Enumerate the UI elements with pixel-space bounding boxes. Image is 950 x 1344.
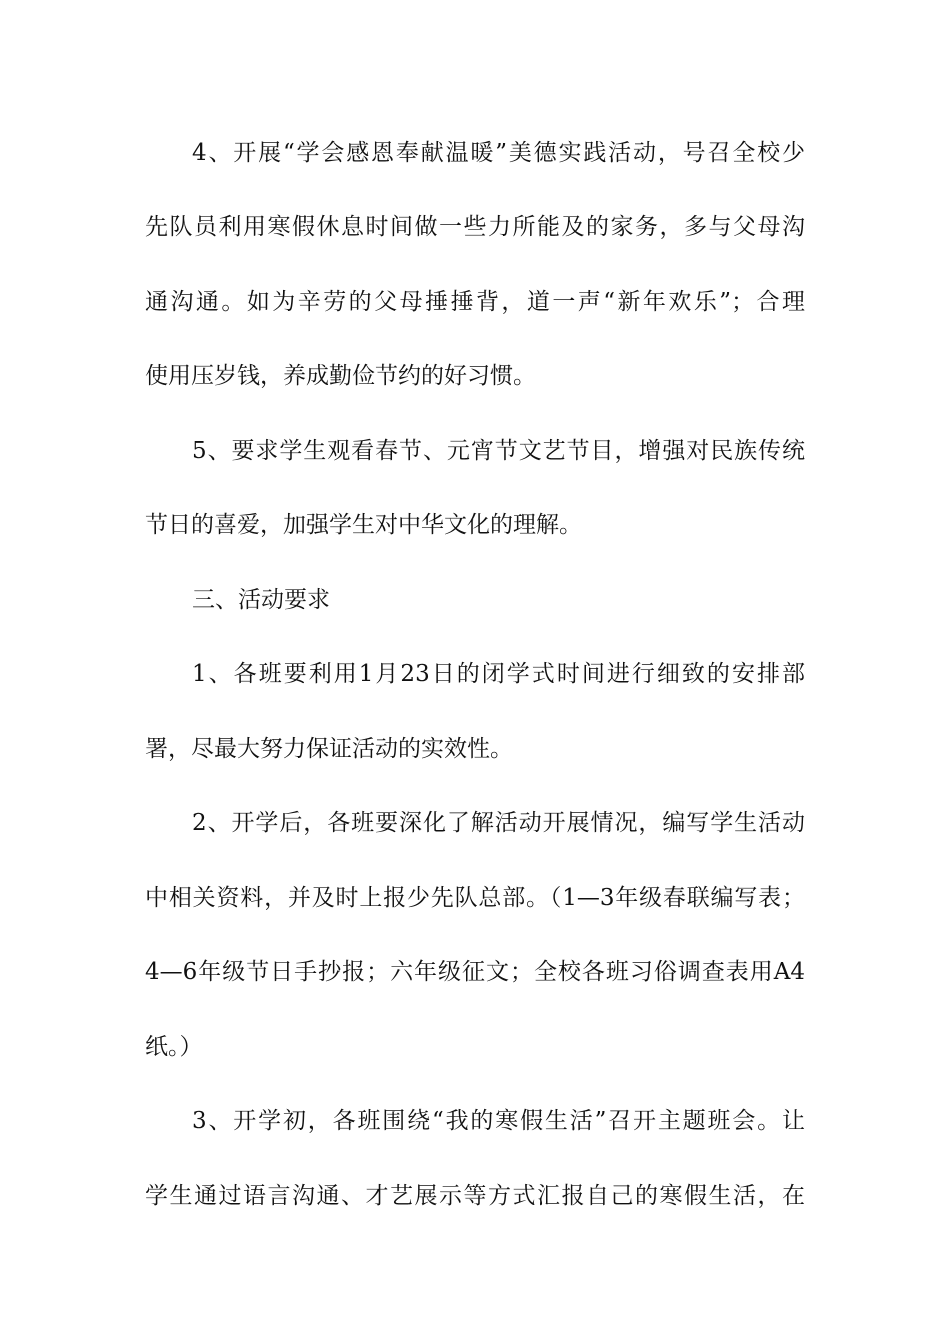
requirement-2-line-2: 中相关资料，并及时上报少先队总部。（1—3年级春联编写表； — [145, 885, 805, 911]
paragraph-5-line-1: 5、要求学生观看春节、元宵节文艺节目，增强对民族传统 — [192, 438, 805, 464]
requirement-2-line-1: 2、开学后，各班要深化了解活动开展情况，编写学生活动 — [192, 810, 805, 836]
requirement-1-line-2: 署，尽最大努力保证活动的实效性。 — [145, 736, 513, 762]
requirement-1-line-1: 1、各班要利用1月23日的闭学式时间进行细致的安排部 — [192, 661, 805, 687]
paragraph-4-line-4: 使用压岁钱，养成勤俭节约的好习惯。 — [145, 363, 536, 389]
section-heading: 三、活动要求 — [192, 587, 330, 613]
paragraph-4-line-3: 通沟通。如为辛劳的父母捶捶背，道一声“新年欢乐”；合理 — [145, 289, 805, 315]
requirement-2-line-4: 纸。） — [145, 1034, 203, 1060]
paragraph-5-line-2: 节日的喜爱，加强学生对中华文化的理解。 — [145, 512, 582, 538]
paragraph-4-line-2: 先队员利用寒假休息时间做一些力所能及的家务，多与父母沟 — [145, 214, 805, 240]
paragraph-4-line-1: 4、开展“学会感恩奉献温暖”美德实践活动，号召全校少 — [192, 140, 805, 166]
requirement-2-line-3: 4—6年级节日手抄报；六年级征文；全校各班习俗调查表用A4 — [145, 959, 805, 985]
requirement-3-line-1: 3、开学初，各班围绕“我的寒假生活”召开主题班会。让 — [192, 1108, 805, 1134]
requirement-3-line-2: 学生通过语言沟通、才艺展示等方式汇报自己的寒假生活，在 — [145, 1183, 805, 1209]
